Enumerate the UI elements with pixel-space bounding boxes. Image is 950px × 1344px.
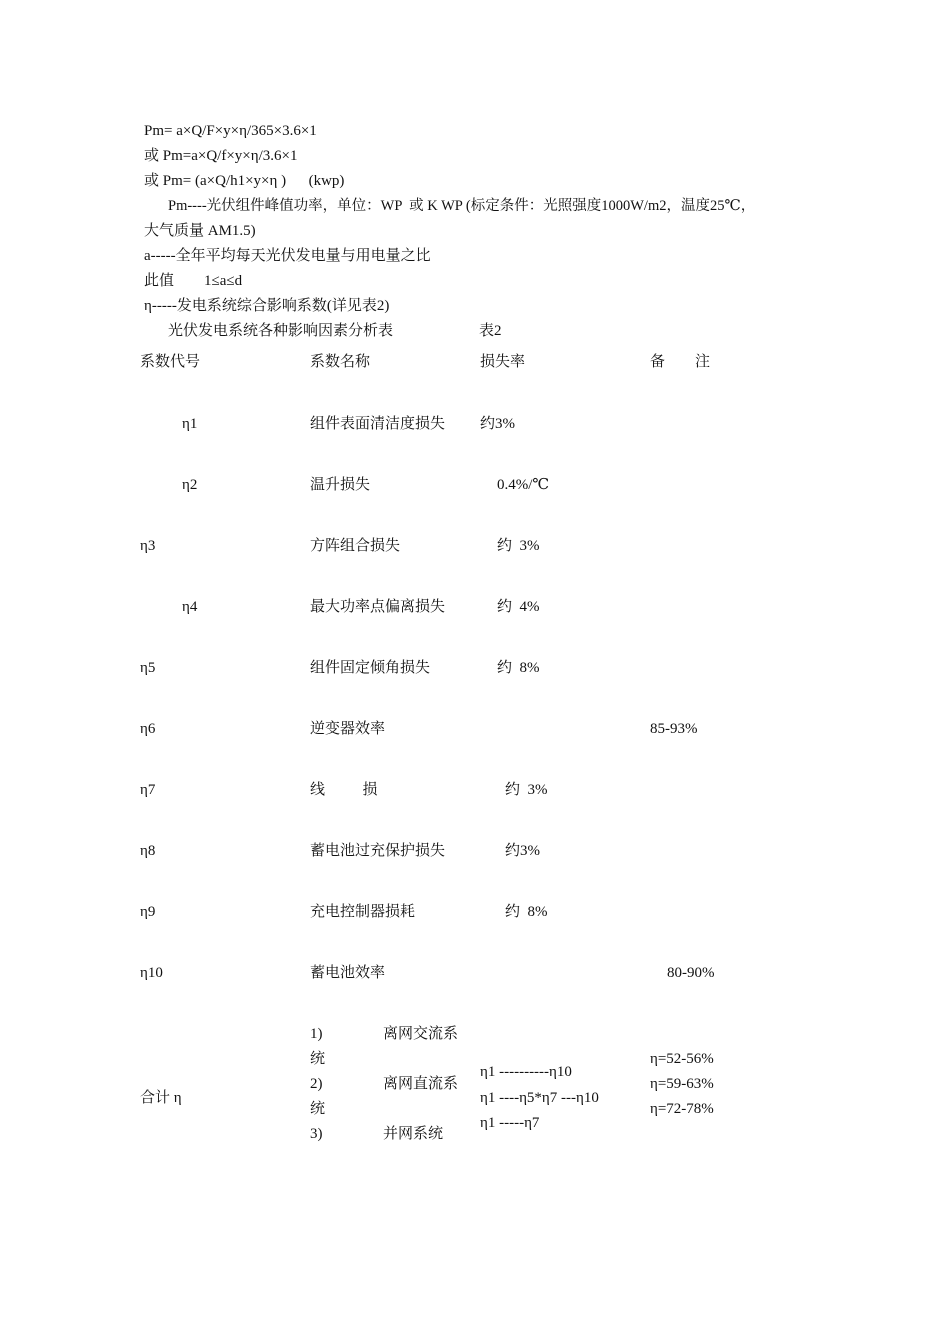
row-name: 最大功率点偏离损失 xyxy=(310,599,446,615)
total-note: η=52-56% xyxy=(650,1051,714,1067)
total-loss: η1 ----η5*η7 ---η10 xyxy=(480,1090,599,1106)
row-code: η2 xyxy=(182,477,198,493)
a-range: 此值 1≤a≤d xyxy=(144,273,243,289)
table-caption: 光伏发电系统各种影响因素分析表 xyxy=(168,323,394,339)
header-name: 系数名称 xyxy=(310,354,371,370)
a-definition: a-----全年平均每天光伏发电量与用电量之比 xyxy=(144,248,431,264)
total-loss: η1 ----------η10 xyxy=(480,1064,572,1080)
row-name: 蓄电池效率 xyxy=(310,965,386,981)
row-loss: 约3% xyxy=(505,843,540,859)
row-code: η9 xyxy=(140,904,156,920)
row-name: 温升损失 xyxy=(310,477,371,493)
total-loss: η1 -----η7 xyxy=(480,1115,540,1131)
row-code: η4 xyxy=(182,599,198,615)
header-loss: 损失率 xyxy=(480,354,526,370)
pm-definition: Pm----光伏组件峰值功率，单位：WP 或 K WP (标定条件：光照强度1000W/m2，温度25℃， xyxy=(168,198,756,214)
row-name: 充电控制器损耗 xyxy=(310,904,416,920)
row-code: η3 xyxy=(140,538,156,554)
formula-1: Pm= a×Q/F×y×η/365×3.6×1 xyxy=(144,123,317,139)
table-number: 表2 xyxy=(479,323,502,339)
row-code: η6 xyxy=(140,721,156,737)
row-code: η8 xyxy=(140,843,156,859)
formula-2: 或 Pm=a×Q/f×y×η/3.6×1 xyxy=(144,148,298,164)
row-note: 80-90% xyxy=(667,965,715,981)
row-code: η1 xyxy=(182,416,198,432)
system-name: 离网直流系 xyxy=(383,1076,459,1092)
row-loss: 约 8% xyxy=(497,660,540,676)
row-loss: 约 3% xyxy=(505,782,548,798)
row-name: 逆变器效率 xyxy=(310,721,386,737)
row-loss: 约 3% xyxy=(497,538,540,554)
header-code: 系数代号 xyxy=(140,354,201,370)
row-name: 方阵组合损失 xyxy=(310,538,401,554)
total-note: η=59-63% xyxy=(650,1076,714,1092)
row-name: 线 损 xyxy=(310,782,378,798)
system-name-cont: 统 xyxy=(310,1051,326,1067)
system-number: 3) xyxy=(310,1126,323,1142)
row-code: η5 xyxy=(140,660,156,676)
header-note: 备 注 xyxy=(650,354,711,370)
system-name: 并网系统 xyxy=(383,1126,444,1142)
row-name: 组件表面清洁度损失 xyxy=(310,416,446,432)
system-name: 离网交流系 xyxy=(383,1026,459,1042)
row-note: 85-93% xyxy=(650,721,698,737)
row-name: 组件固定倾角损失 xyxy=(310,660,431,676)
row-loss: 0.4%/℃ xyxy=(497,477,550,493)
total-code: 合计 η xyxy=(140,1090,182,1106)
row-code: η10 xyxy=(140,965,163,981)
formula-3: 或 Pm= (a×Q/h1×y×η ) (kwp) xyxy=(144,173,345,189)
row-loss: 约 8% xyxy=(505,904,548,920)
row-name: 蓄电池过充保护损失 xyxy=(310,843,446,859)
row-loss: 约3% xyxy=(480,416,515,432)
system-name-cont: 统 xyxy=(310,1101,326,1117)
system-number: 2) xyxy=(310,1076,323,1092)
system-number: 1) xyxy=(310,1026,323,1042)
row-loss: 约 4% xyxy=(497,599,540,615)
total-note: η=72-78% xyxy=(650,1101,714,1117)
row-code: η7 xyxy=(140,782,156,798)
pm-definition-cont: 大气质量 AM1.5) xyxy=(144,223,256,239)
eta-definition: η-----发电系统综合影响系数(详见表2) xyxy=(144,298,390,314)
